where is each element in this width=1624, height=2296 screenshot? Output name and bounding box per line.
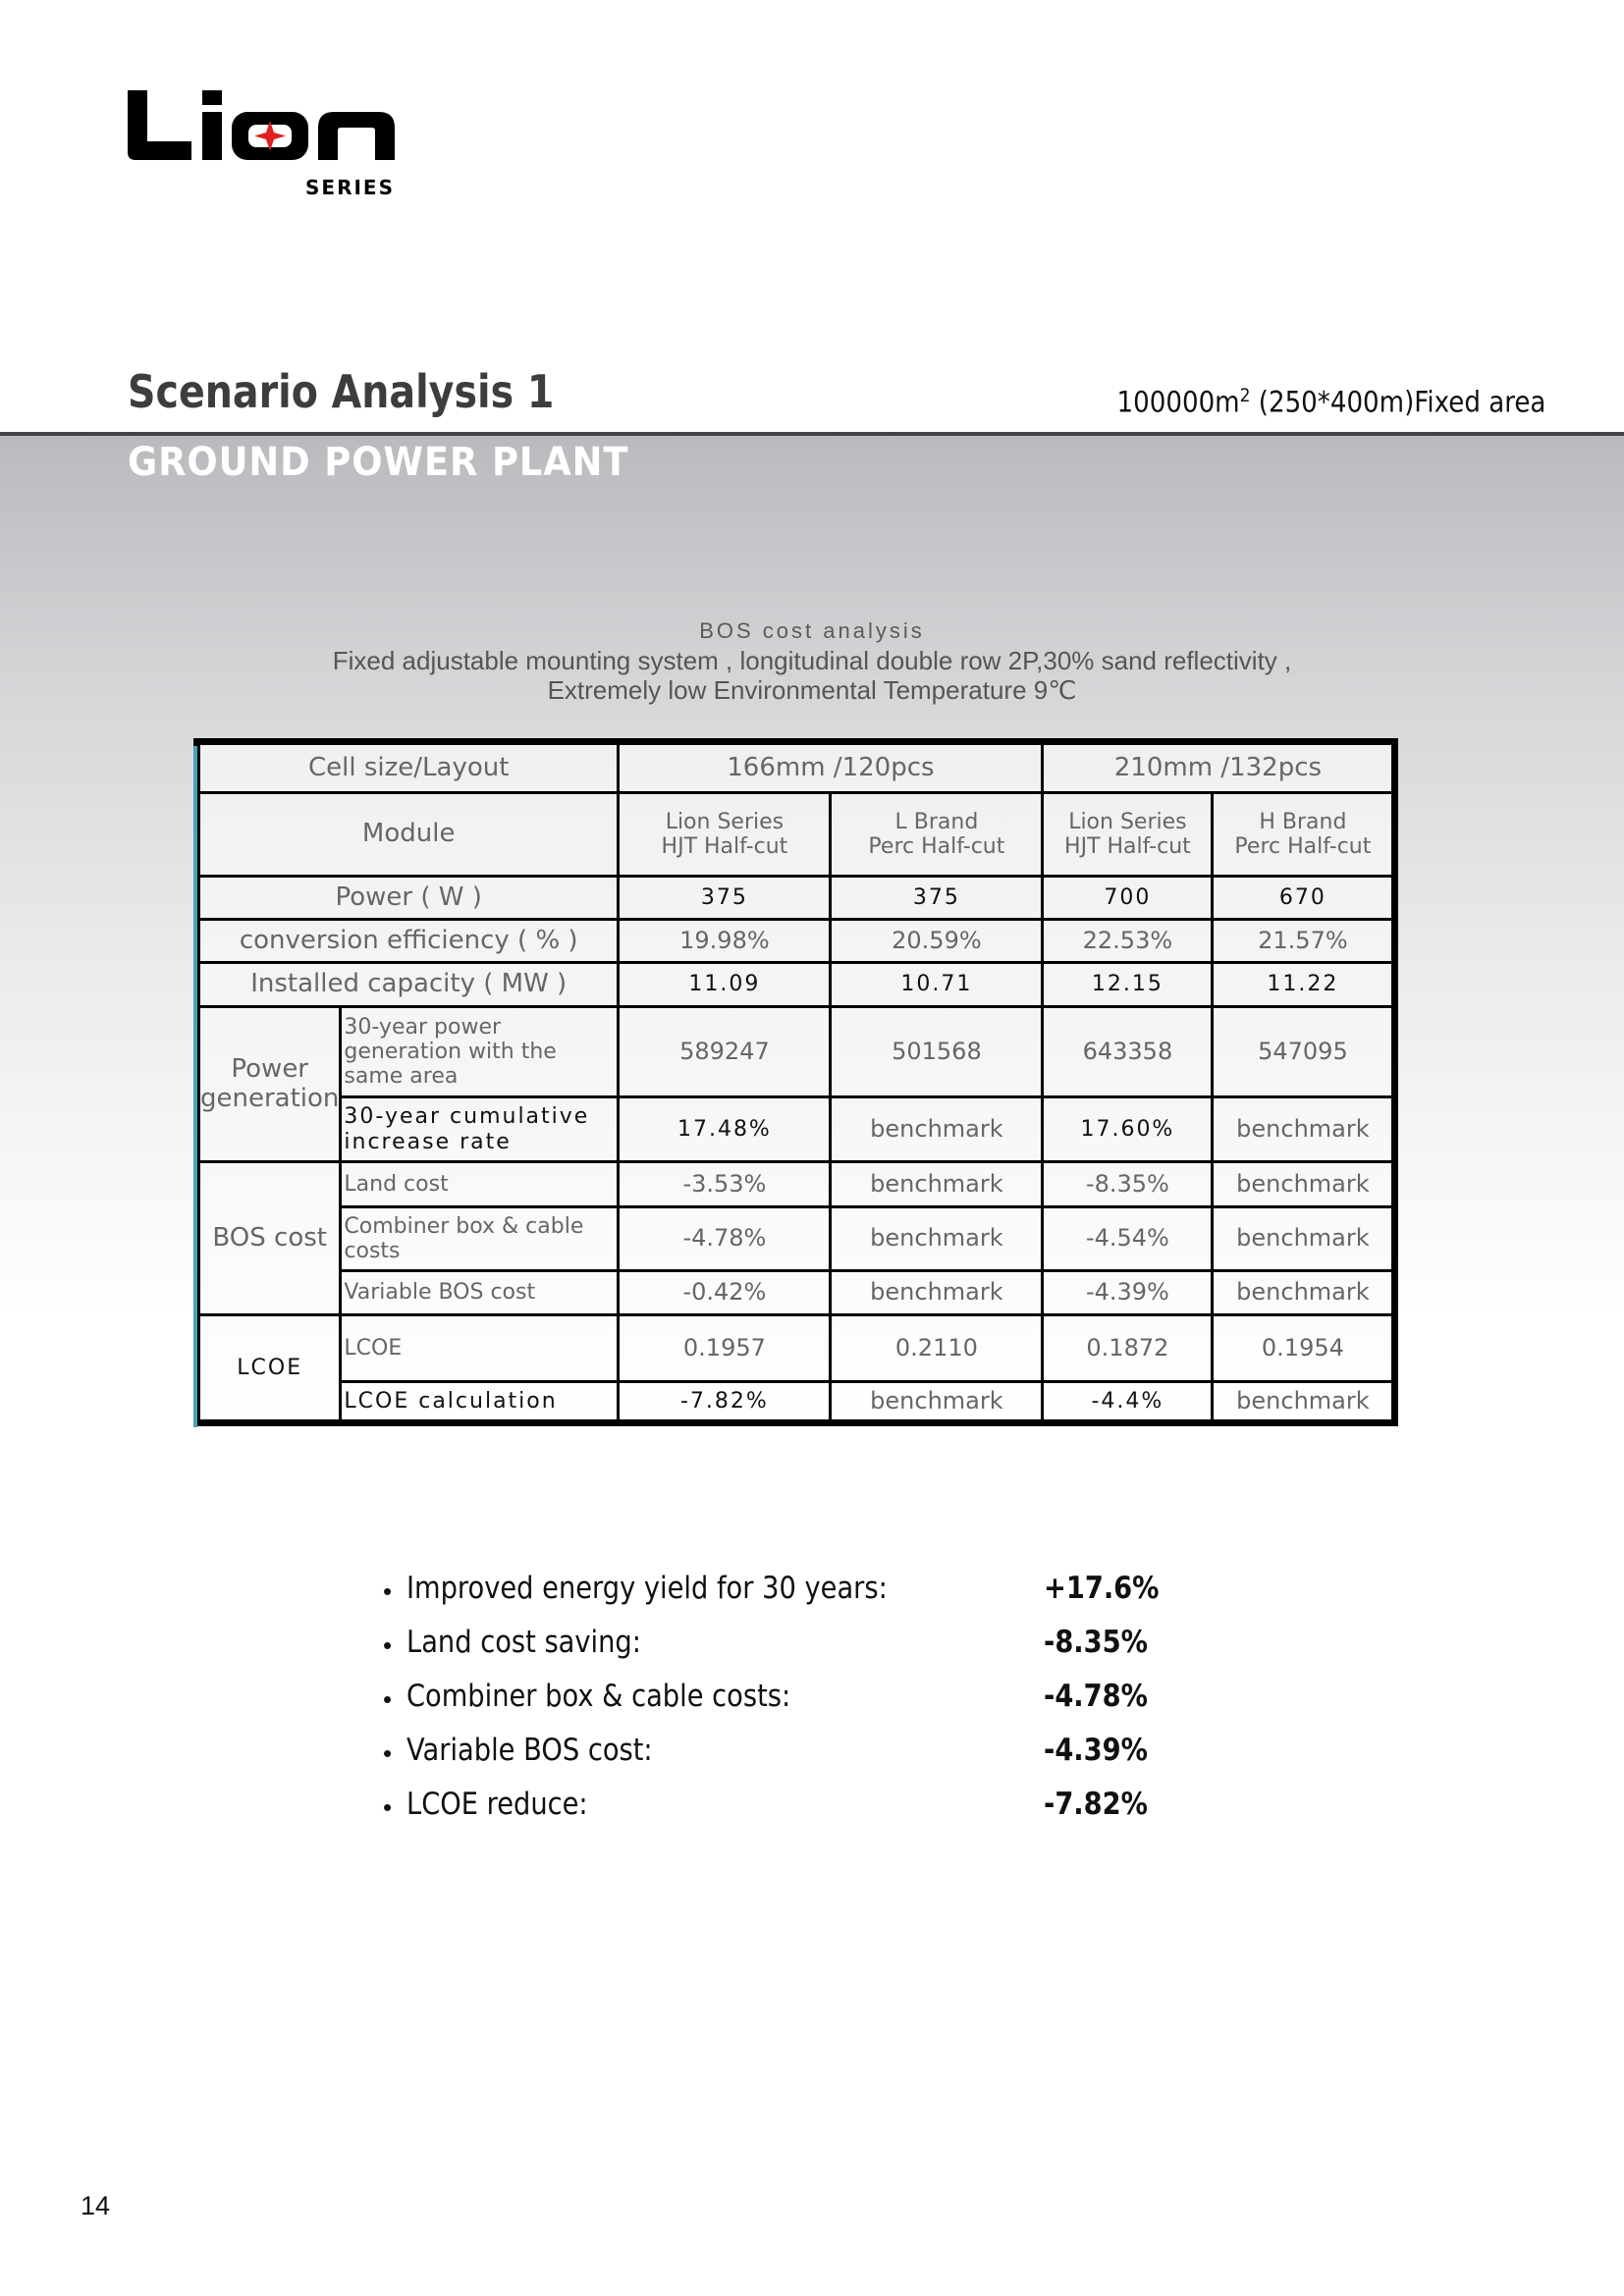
cell-value: benchmark — [1213, 1207, 1395, 1271]
cell-value: 501568 — [831, 1007, 1043, 1097]
bullet-icon: • — [383, 1792, 393, 1822]
row-label: Variable BOS cost — [341, 1271, 619, 1315]
summary-value: -7.82% — [1044, 1787, 1148, 1822]
cell-value: -4.54% — [1043, 1207, 1213, 1271]
table-row-cell-size — [197, 742, 1395, 793]
module-type: Perc Half-cut — [868, 834, 1005, 859]
cell-value: 17.60% — [1043, 1097, 1213, 1162]
cell-value: 19.98% — [619, 920, 831, 963]
group-bos-cost: BOS cost — [197, 1162, 341, 1315]
cell-value: 643358 — [1043, 1007, 1213, 1097]
table-row-land — [197, 1162, 1395, 1207]
module-name: Lion Series — [665, 809, 785, 834]
table-caption-line3: Extremely low Environmental Temperature 9℃ — [547, 675, 1077, 705]
cell-value: 12.15 — [1043, 963, 1213, 1007]
module-lion-210 — [1043, 793, 1213, 877]
table-row-power — [197, 877, 1395, 920]
summary-label: Variable BOS cost: — [406, 1733, 653, 1768]
table-row-efficiency — [197, 920, 1395, 963]
cell-value: 10.71 — [831, 963, 1043, 1007]
cell-value: benchmark — [1213, 1097, 1395, 1162]
cell-value: 700 — [1043, 877, 1213, 920]
cell-value: 17.48% — [619, 1097, 831, 1162]
row-label: LCOE calculation — [341, 1382, 619, 1423]
table-accent-edge — [193, 746, 197, 1427]
module-lbrand — [831, 793, 1043, 877]
module-hbrand — [1213, 793, 1395, 877]
row-label: 30-year power generation with the same area — [341, 1007, 619, 1097]
bullet-icon: • — [383, 1576, 393, 1606]
summary-label: LCOE reduce: — [406, 1787, 588, 1822]
cell-value: 21.57% — [1213, 920, 1395, 963]
table-row-capacity — [197, 963, 1395, 1007]
cell-value: 670 — [1213, 877, 1395, 920]
cell-value: benchmark — [1213, 1271, 1395, 1315]
summary-value: -8.35% — [1044, 1625, 1148, 1660]
summary-label: Combiner box & cable costs: — [406, 1679, 791, 1714]
summary-value: -4.39% — [1044, 1733, 1148, 1768]
lion-logo-icon — [126, 90, 420, 203]
cell-size-label: Cell size/Layout — [197, 742, 619, 793]
cell-value: benchmark — [831, 1207, 1043, 1271]
cell-value: benchmark — [831, 1382, 1043, 1423]
cell-value: benchmark — [1213, 1382, 1395, 1423]
module-name: H Brand — [1259, 809, 1347, 834]
row-label: LCOE — [341, 1315, 619, 1382]
cell-value: 11.09 — [619, 963, 831, 1007]
module-label: Module — [197, 793, 619, 877]
cell-value: 11.22 — [1213, 963, 1395, 1007]
svg-text:SERIES: SERIES — [305, 176, 395, 199]
cell-value: 375 — [831, 877, 1043, 920]
summary-value: +17.6% — [1044, 1571, 1160, 1606]
cell-value: 0.1954 — [1213, 1315, 1395, 1382]
cell-value: 375 — [619, 877, 831, 920]
module-type: HJT Half-cut — [661, 834, 788, 859]
area-note-sup: 2 — [1239, 385, 1251, 406]
cell-value: benchmark — [831, 1162, 1043, 1207]
module-type: Perc Half-cut — [1234, 834, 1372, 859]
module-lion-166 — [619, 793, 831, 877]
module-name: Lion Series — [1068, 809, 1187, 834]
module-name: L Brand — [894, 809, 979, 834]
table-row-combiner — [197, 1207, 1395, 1271]
bullet-icon: • — [383, 1738, 393, 1768]
cell-value: -8.35% — [1043, 1162, 1213, 1207]
area-note-suffix: (250*400m)Fixed area — [1250, 385, 1545, 419]
cell-value: -7.82% — [619, 1382, 831, 1423]
page-title: Scenario Analysis 1 — [128, 365, 555, 418]
table-caption-title: BOS cost analysis — [699, 618, 925, 643]
cell-value: benchmark — [831, 1271, 1043, 1315]
cell-value: 589247 — [619, 1007, 831, 1097]
table-row-increase — [197, 1097, 1395, 1162]
table-row-lcoe — [197, 1315, 1395, 1382]
table-row-module — [197, 793, 1395, 877]
bullet-icon: • — [383, 1630, 393, 1660]
bos-cost-table — [193, 738, 1398, 1426]
summary-label: Improved energy yield for 30 years: — [406, 1571, 888, 1606]
bullet-icon: • — [383, 1684, 393, 1714]
table-row-variable — [197, 1271, 1395, 1315]
group-lcoe: LCOE — [197, 1315, 341, 1423]
table-caption-line2: Fixed adjustable mounting system , longitudinal double row 2P,30% sand reflectivity , — [332, 646, 1292, 675]
cell-value: -4.4% — [1043, 1382, 1213, 1423]
row-label: Power ( W ) — [197, 877, 619, 920]
page-number: 14 — [81, 2191, 111, 2220]
cell-value: 547095 — [1213, 1007, 1395, 1097]
table-row-gen30 — [197, 1007, 1395, 1097]
cell-value: -4.78% — [619, 1207, 831, 1271]
header-rule — [0, 432, 1624, 436]
module-type: HJT Half-cut — [1064, 834, 1191, 859]
row-label: conversion efficiency ( % ) — [197, 920, 619, 963]
cell-value: 0.1872 — [1043, 1315, 1213, 1382]
cell-value: 20.59% — [831, 920, 1043, 963]
section-subtitle: GROUND POWER PLANT — [128, 440, 629, 485]
cell-value: 0.2110 — [831, 1315, 1043, 1382]
cell-value: -3.53% — [619, 1162, 831, 1207]
cell-size-210: 210mm /132pcs — [1043, 742, 1395, 793]
area-note-prefix: 100000m — [1116, 385, 1240, 419]
area-note — [1116, 385, 1545, 419]
cell-size-166: 166mm /120pcs — [619, 742, 1043, 793]
cell-value: benchmark — [1213, 1162, 1395, 1207]
group-power-generation: Power generation — [197, 1007, 341, 1162]
row-label: Land cost — [341, 1162, 619, 1207]
summary-label: Land cost saving: — [406, 1625, 641, 1660]
summary-value: -4.78% — [1044, 1679, 1148, 1714]
bos-cost-table-wrapper — [193, 738, 1398, 1426]
row-label: 30-year cumulative increase rate — [341, 1097, 619, 1162]
cell-value: 22.53% — [1043, 920, 1213, 963]
row-label: Installed capacity ( MW ) — [197, 963, 619, 1007]
cell-value: -4.39% — [1043, 1271, 1213, 1315]
table-row-lcoe-calc — [197, 1382, 1395, 1423]
cell-value: -0.42% — [619, 1271, 831, 1315]
row-label: Combiner box & cable costs — [341, 1207, 619, 1271]
lion-series-logo — [126, 90, 420, 203]
cell-value: 0.1957 — [619, 1315, 831, 1382]
cell-value: benchmark — [831, 1097, 1043, 1162]
